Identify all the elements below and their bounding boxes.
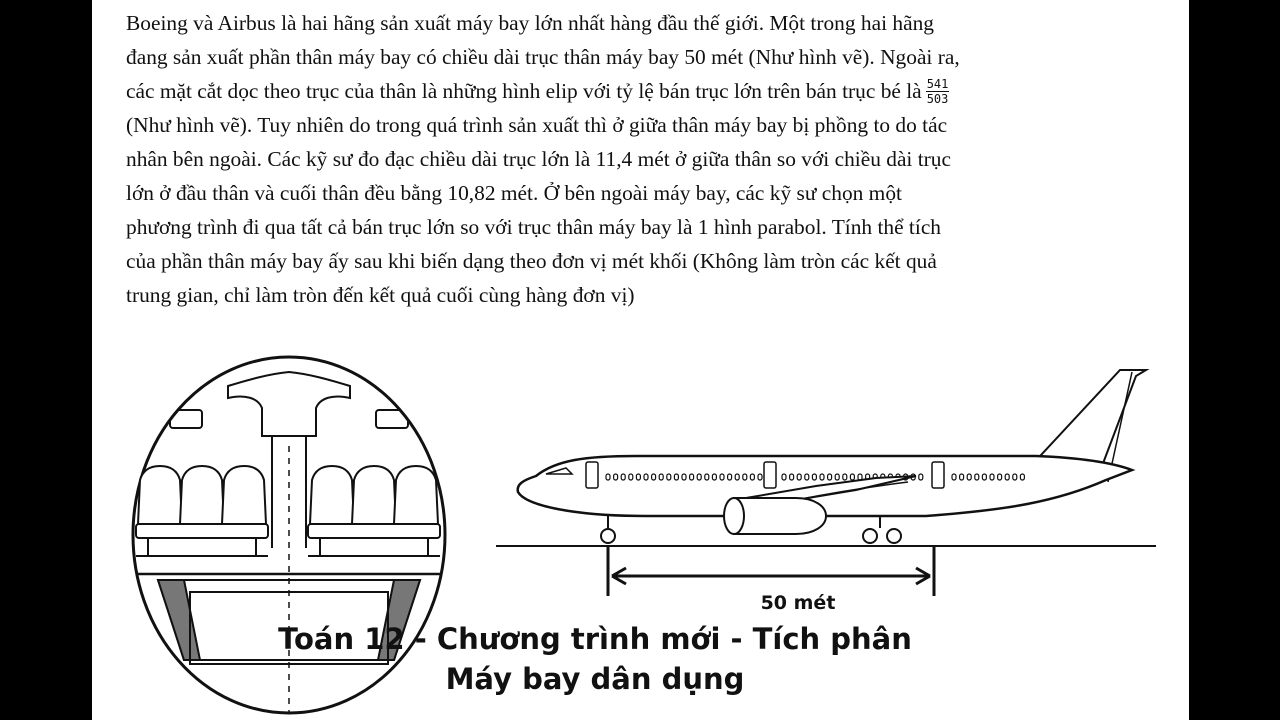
problem-line: của phần thân máy bay ấy sau khi biến dạng theo đơn vị mét khối (Không làm tròn các kết quả xyxy=(126,249,937,273)
problem-line: đang sản xuất phần thân máy bay có chiều dài trục thân máy bay 50 mét (Như hình vẽ). Ngoài ra, xyxy=(126,45,960,69)
door-front xyxy=(586,462,598,488)
length-label: 50 mét xyxy=(760,592,836,614)
slide-page xyxy=(92,0,1189,720)
ratio-denominator: 503 xyxy=(926,91,949,106)
problem-line: (Như hình vẽ). Tuy nhiên do trong quá trình sản xuất thì ở giữa thân máy bay bị phồng to do tác xyxy=(126,113,948,137)
caption-subtitle: Máy bay dân dụng xyxy=(445,662,745,696)
problem-line: trung gian, chỉ làm tròn đến kết quả cuối cùng hàng đơn vị) xyxy=(126,283,635,307)
problem-line xyxy=(126,74,1156,108)
door-rear xyxy=(932,462,944,488)
problem-line: nhân bên ngoài. Các kỹ sư đo đạc chiều dài trục lớn là 11,4 mét ở giữa thân so với chiều dài trục xyxy=(126,147,951,171)
door-middle xyxy=(764,462,776,488)
problem-text xyxy=(126,6,1156,312)
engine xyxy=(734,498,826,534)
problem-line-text: các mặt cắt dọc theo trục của thân là những hình elip với tỷ lệ bán trục lớn trên bán trục bé là xyxy=(126,79,922,103)
ratio-fraction xyxy=(926,77,950,106)
length-dimension xyxy=(608,546,934,596)
caption-title: Toán 12 - Chương trình mới - Tích phân xyxy=(278,622,912,656)
problem-line: phương trình đi qua tất cả bán trục lớn so với trục thân máy bay là 1 hình parabol. Tính thể tích xyxy=(126,215,942,239)
problem-line: Boeing và Airbus là hai hãng sản xuất máy bay lớn nhất hàng đầu thế giới. Một trong hai hãng xyxy=(126,11,934,35)
airplane-side-view-figure xyxy=(496,366,1156,606)
ratio-numerator: 541 xyxy=(926,76,949,91)
problem-line: lớn ở đầu thân và cuối thân đều bằng 10,82 mét. Ở bên ngoài máy bay, các kỹ sư chọn một xyxy=(126,181,902,205)
